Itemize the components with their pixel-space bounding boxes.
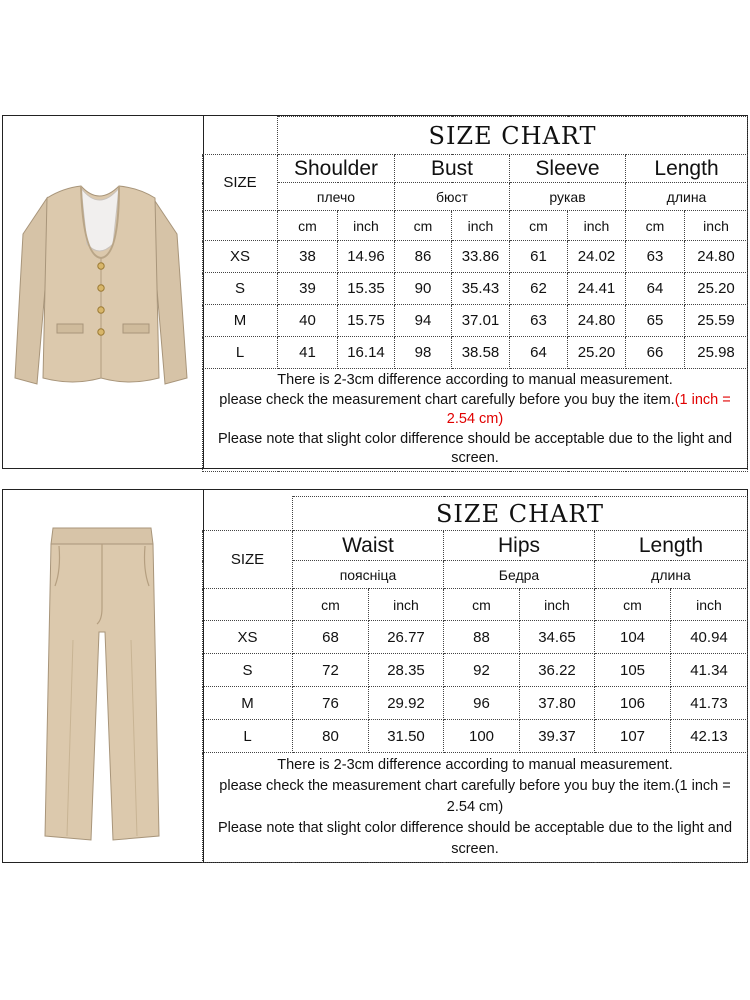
value-cell: 86 xyxy=(395,241,452,273)
value-cell: 25.20 xyxy=(685,273,748,305)
unit-cell: cm xyxy=(293,589,369,621)
value-cell: 96 xyxy=(444,687,520,720)
group-length: Length xyxy=(595,531,748,561)
value-cell: 36.22 xyxy=(520,654,595,687)
unit-cell: cm xyxy=(395,211,452,241)
value-cell: 92 xyxy=(444,654,520,687)
value-cell: 76 xyxy=(293,687,369,720)
value-cell: 88 xyxy=(444,621,520,654)
value-cell: 72 xyxy=(293,654,369,687)
group-length-sub: длина xyxy=(626,183,748,211)
value-cell: 39 xyxy=(278,273,338,305)
value-cell: 38 xyxy=(278,241,338,273)
value-cell: 35.43 xyxy=(452,273,510,305)
value-cell: 39.37 xyxy=(520,720,595,753)
value-cell: 90 xyxy=(395,273,452,305)
unit-cell: cm xyxy=(510,211,568,241)
blazer-size-table xyxy=(202,116,748,472)
value-cell: 34.65 xyxy=(520,621,595,654)
value-cell: 104 xyxy=(595,621,671,654)
unit-cell: inch xyxy=(452,211,510,241)
table-row xyxy=(203,305,748,337)
group-waist-sub: пояснiца xyxy=(293,561,444,589)
value-cell: 31.50 xyxy=(369,720,444,753)
group-hips-sub: Бедра xyxy=(444,561,595,589)
trousers-image xyxy=(3,490,201,861)
value-cell: 26.77 xyxy=(369,621,444,654)
note-color-difference: Please note that slight color difference should be acceptable due to the light and screen. xyxy=(217,430,733,466)
table-row xyxy=(203,687,748,720)
row-size: XS xyxy=(203,621,293,654)
value-cell: 94 xyxy=(395,305,452,337)
row-size: XS xyxy=(203,241,278,273)
value-cell: 37.01 xyxy=(452,305,510,337)
value-cell: 28.35 xyxy=(369,654,444,687)
value-cell: 16.14 xyxy=(338,337,395,369)
unit-cell: cm xyxy=(278,211,338,241)
row-size: M xyxy=(203,305,278,337)
note-inch-conversion: (1 inch = 2.54 cm) xyxy=(446,391,731,427)
note-color-difference: Please note that slight color difference should be acceptable due to the light and screen. xyxy=(217,820,733,857)
unit-cell: inch xyxy=(671,589,748,621)
value-cell: 25.59 xyxy=(685,305,748,337)
row-size: S xyxy=(203,273,278,305)
value-cell: 25.98 xyxy=(685,337,748,369)
unit-cell: inch xyxy=(338,211,395,241)
group-shoulder: Shoulder xyxy=(278,155,395,183)
value-cell: 15.75 xyxy=(338,305,395,337)
blazer-image xyxy=(3,116,201,467)
unit-cell: inch xyxy=(520,589,595,621)
group-shoulder-sub: плечо xyxy=(278,183,395,211)
value-cell: 64 xyxy=(626,273,685,305)
value-cell: 24.80 xyxy=(568,305,626,337)
blazer-photo xyxy=(3,116,204,468)
value-cell: 63 xyxy=(510,305,568,337)
value-cell: 105 xyxy=(595,654,671,687)
size-header: SIZE xyxy=(203,155,278,211)
chart-title: SIZE CHART xyxy=(293,497,748,531)
value-cell: 41.73 xyxy=(671,687,748,720)
value-cell: 29.92 xyxy=(369,687,444,720)
value-cell: 37.80 xyxy=(520,687,595,720)
value-cell: 98 xyxy=(395,337,452,369)
value-cell: 40.94 xyxy=(671,621,748,654)
unit-cell: inch xyxy=(685,211,748,241)
row-size: L xyxy=(203,337,278,369)
value-cell: 65 xyxy=(626,305,685,337)
table-row xyxy=(203,720,748,753)
measurement-note xyxy=(203,369,748,472)
value-cell: 100 xyxy=(444,720,520,753)
group-bust: Bust xyxy=(395,155,510,183)
group-bust-sub: бюст xyxy=(395,183,510,211)
note-check-chart: please check the measurement chart carefully before you buy the item.(1 inch = 2.54 cm) xyxy=(219,778,731,815)
value-cell: 25.20 xyxy=(568,337,626,369)
group-length-sub: длина xyxy=(595,561,748,589)
row-size: L xyxy=(203,720,293,753)
table-row xyxy=(203,337,748,369)
value-cell: 40 xyxy=(278,305,338,337)
table-row xyxy=(203,273,748,305)
trousers-photo xyxy=(3,490,204,862)
unit-cell: cm xyxy=(595,589,671,621)
value-cell: 15.35 xyxy=(338,273,395,305)
value-cell: 24.80 xyxy=(685,241,748,273)
value-cell: 61 xyxy=(510,241,568,273)
table-row xyxy=(203,621,748,654)
row-size: S xyxy=(203,654,293,687)
row-size: M xyxy=(203,687,293,720)
table-row xyxy=(203,241,748,273)
chart-title: SIZE CHART xyxy=(278,117,748,155)
size-header: SIZE xyxy=(203,531,293,589)
value-cell: 80 xyxy=(293,720,369,753)
value-cell: 106 xyxy=(595,687,671,720)
group-waist: Waist xyxy=(293,531,444,561)
note-difference: There is 2-3cm difference according to manual measurement. xyxy=(277,757,673,773)
value-cell: 64 xyxy=(510,337,568,369)
trousers-size-table xyxy=(202,496,748,863)
value-cell: 107 xyxy=(595,720,671,753)
unit-cell: cm xyxy=(444,589,520,621)
value-cell: 63 xyxy=(626,241,685,273)
value-cell: 42.13 xyxy=(671,720,748,753)
group-sleeve-sub: рукав xyxy=(510,183,626,211)
measurement-note xyxy=(203,753,748,863)
unit-cell: inch xyxy=(568,211,626,241)
value-cell: 68 xyxy=(293,621,369,654)
value-cell: 24.41 xyxy=(568,273,626,305)
group-hips: Hips xyxy=(444,531,595,561)
value-cell: 62 xyxy=(510,273,568,305)
value-cell: 33.86 xyxy=(452,241,510,273)
group-sleeve: Sleeve xyxy=(510,155,626,183)
note-difference: There is 2-3cm difference according to manual measurement. xyxy=(277,372,673,388)
value-cell: 66 xyxy=(626,337,685,369)
value-cell: 41.34 xyxy=(671,654,748,687)
unit-cell: inch xyxy=(369,589,444,621)
value-cell: 24.02 xyxy=(568,241,626,273)
value-cell: 14.96 xyxy=(338,241,395,273)
group-length: Length xyxy=(626,155,748,183)
value-cell: 41 xyxy=(278,337,338,369)
value-cell: 38.58 xyxy=(452,337,510,369)
note-check-chart: please check the measurement chart carefully before you buy the item. xyxy=(219,391,675,408)
table-row xyxy=(203,654,748,687)
unit-cell: cm xyxy=(626,211,685,241)
